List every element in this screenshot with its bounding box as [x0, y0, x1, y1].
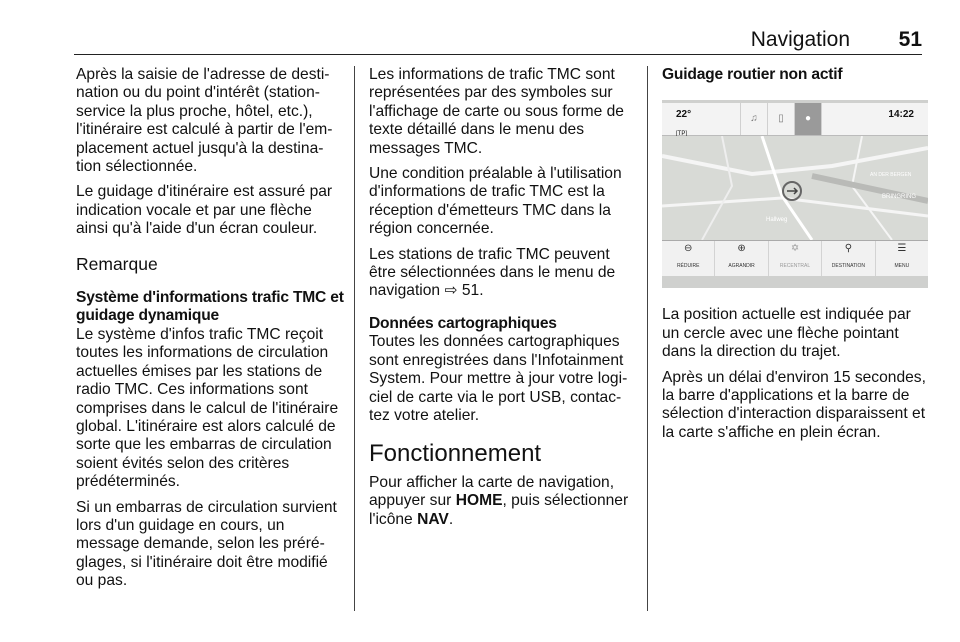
phone-icon[interactable]: ▯ — [767, 103, 794, 135]
button-label: AGRANDIR — [728, 262, 755, 269]
reduire-button[interactable] — [662, 241, 714, 276]
page-reference[interactable]: 51. — [461, 282, 484, 300]
button-label: DESTINATION — [831, 262, 866, 269]
paragraph: Après la saisie de l'adresse de desti-nation ou du point d'intérêt (station-service la plus proche, hôtel, etc.), l'itinéraire est calculé à partir de l'em-placement actuel jusqu'à la destina-tion sélectionnée. — [76, 66, 333, 176]
paragraph — [369, 474, 634, 529]
column-3 — [662, 66, 928, 449]
paragraph-text: , puis sélectionner l'icône — [369, 492, 629, 528]
map-label: Hallweg — [766, 217, 788, 224]
temperature-value: 22° — [676, 109, 692, 121]
recentral-button[interactable] — [768, 241, 821, 276]
button-label: MENU — [894, 262, 910, 269]
tmc-heading: Système d'informations trafic TMC et guidage dynamique — [76, 289, 344, 325]
temperature — [662, 103, 740, 135]
clock — [821, 103, 928, 135]
tp-indicator: [TP] — [676, 130, 688, 137]
destination-button[interactable] — [821, 241, 874, 276]
paragraph-text: Les stations de trafic TMC peuvent être sélectionnées dans le menu de navigation — [369, 245, 616, 300]
screen-top-bar — [662, 103, 928, 136]
music-icon[interactable]: ♫ — [740, 103, 767, 135]
column-divider-1 — [354, 66, 355, 611]
paragraph: Le guidage d'itinéraire est assuré par indication vocale et par une flèche ainsi qu'à l'aide d'un écran couleur. — [76, 183, 333, 238]
zoom-out-icon: ⊖ — [684, 242, 693, 254]
recenter-icon: ✡ — [790, 242, 800, 254]
paragraph: Si un embarras de circulation survient lors d'un guidage en cours, un message demande, selon les préré-glages, si l'itinéraire doit être modifié ou pas. — [76, 498, 337, 590]
map-label: AN DER BERGEN — [870, 172, 912, 179]
button-label: RÉDUIRE — [676, 262, 700, 269]
remarque-heading: Remarque — [76, 253, 158, 274]
column-1 — [76, 66, 344, 598]
paragraph-text: . — [448, 510, 454, 528]
column-2 — [369, 66, 634, 536]
header-rule — [74, 54, 922, 55]
navigation-map[interactable] — [662, 136, 928, 240]
map-label: BRINGRING — [882, 194, 917, 201]
paragraph: Une condition préalable à l'utilisation d'informations de trafic TMC est la réception d'émetteurs TMC dans la région concernée. — [369, 165, 622, 238]
clock-time: 14:22 — [888, 109, 914, 121]
nav-keyword: NAV — [417, 510, 449, 528]
map-graphic — [662, 136, 928, 240]
nav-screen — [662, 103, 928, 275]
paragraph: La position actuelle est indiquée par un cercle avec une flèche pointant dans la direction du trajet. — [662, 306, 911, 361]
fonctionnement-heading: Fonctionnement — [369, 440, 542, 468]
chapter-title: Navigation — [750, 28, 850, 51]
menu-icon: ☰ — [897, 242, 907, 254]
arrow-ref-icon[interactable]: ⇨ — [444, 282, 458, 300]
screen-bottom-bar — [662, 240, 928, 276]
paragraph: Les informations de trafic TMC sont représentées par des symboles sur l'affichage de carte ou sous forme de texte détaillé dans le menu des messages TMC. — [369, 66, 624, 157]
paragraph: Toutes les données cartographiques sont enregistrées dans l'Infotainment System. Pour mettre à jour votre logi-ciel de carte via le port USB, contac-tez votre atelier. — [369, 333, 628, 424]
paragraph-text: Pour afficher la carte de navigation, appuyer sur — [369, 473, 615, 510]
page-header — [0, 0, 960, 56]
home-keyword: HOME — [455, 492, 503, 510]
search-icon: ⚲ — [844, 242, 853, 254]
agrandir-button[interactable] — [714, 241, 767, 276]
paragraph: Après un délai d'environ 15 secondes, la barre d'applications et la barre de sélection d'interaction disparaissent et la carte s'affiche en plein écran. — [662, 368, 926, 441]
column-divider-2 — [647, 66, 648, 611]
nav-app-icon[interactable]: ● — [794, 103, 821, 135]
button-label: RECENTRAL — [779, 262, 811, 269]
donnees-heading: Données cartographiques — [369, 314, 557, 332]
nav-screen-figure — [662, 100, 928, 288]
paragraph: Le système d'infos trafic TMC reçoit toutes les informations de circulation actuelles émises par les stations de radio TMC. Ces informations sont comprises dans le calcul de l'itinéraire global. L'itinéraire est alors calculé de sorte que les embarras de circulation soient évités selon des critères prédéterminés. — [76, 325, 339, 491]
guidage-heading: Guidage routier non actif — [662, 66, 843, 83]
page-number: 51 — [898, 28, 922, 51]
paragraph — [369, 246, 634, 301]
zoom-in-icon: ⊕ — [737, 242, 746, 254]
menu-button[interactable] — [875, 241, 928, 276]
